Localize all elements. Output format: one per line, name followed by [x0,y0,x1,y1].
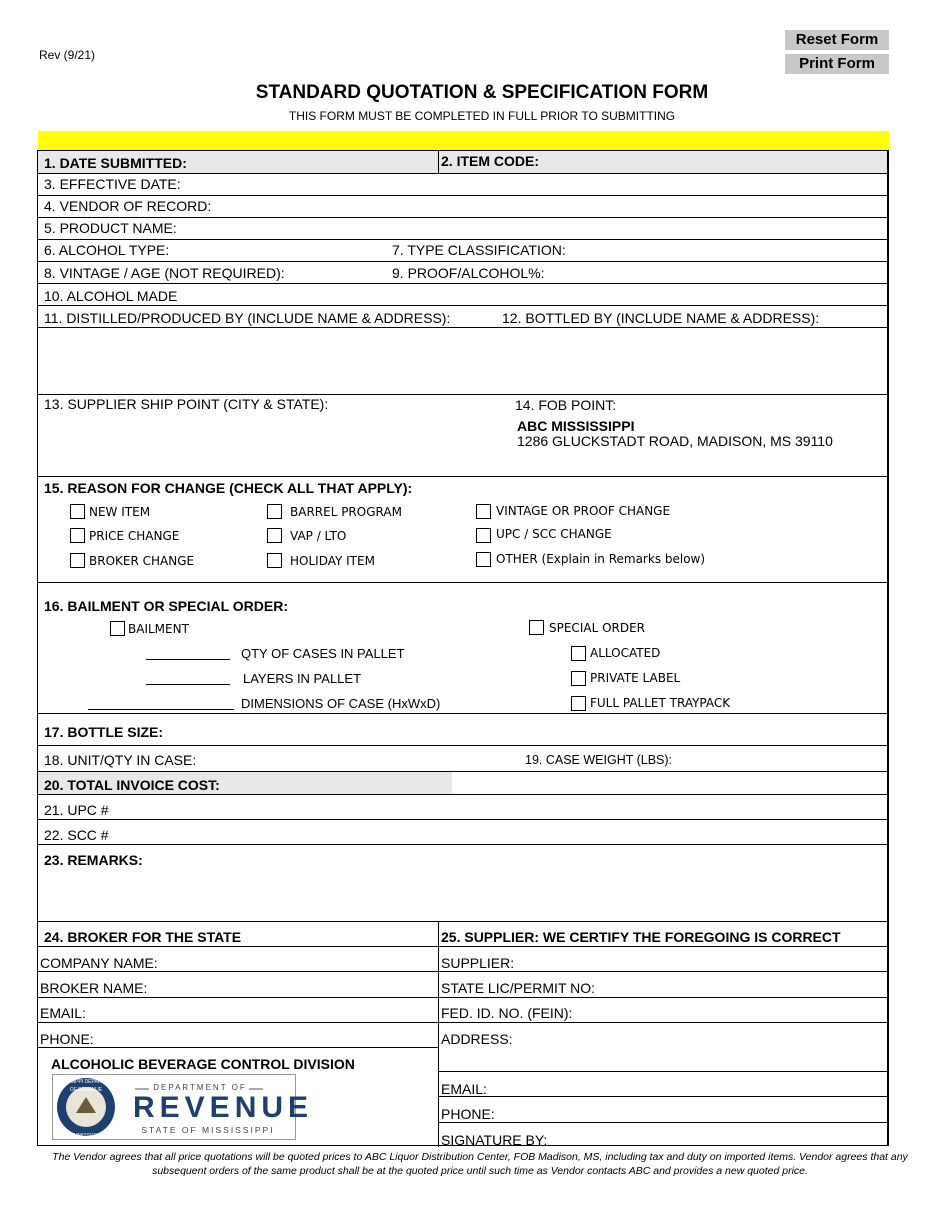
broker-change-label: BROKER CHANGE [89,554,195,568]
rule [38,217,888,218]
divider [438,921,439,1147]
state-text: STATE OF MISSISSIPPI [141,1125,275,1135]
rule [38,771,888,772]
vintage-age-label: 8. VINTAGE / AGE (NOT REQUIRED): [44,265,285,281]
fob-point-label: 14. FOB POINT: [515,397,617,413]
rule [38,173,888,174]
vendor-agreement-footer: The Vendor agrees that all price quotations will be quoted prices to ABC Liquor Distribution Center, FOB Madison, MS, including tax and duty on imported items. Vendor agrees that any subsequent orders of the same product shall be at the quoted price until such time as Vendor contacts ABC and provides a new quoted price. [52,1151,908,1177]
vap-lto-label: VAP / LTO [290,529,347,543]
rule [38,261,888,262]
scc-label: 22. SCC # [44,827,109,843]
supplier-ship-point-label: 13. SUPPLIER SHIP POINT (CITY & STATE): [44,396,329,412]
supplier-address-label: ADDRESS: [441,1031,513,1047]
rule [38,305,888,306]
rule [38,195,888,196]
signature-label: SIGNATURE BY: [441,1132,548,1148]
type-classification-label: 7. TYPE CLASSIFICATION: [392,242,566,258]
supplier-header: 25. SUPPLIER: WE CERTIFY THE FOREGOING IS CORRECT [441,929,841,945]
rule [38,476,888,477]
rule [38,921,888,922]
vintage-proof-label: VINTAGE OR PROOF CHANGE [496,504,671,518]
dept-of-text: DEPARTMENT OF [153,1083,247,1092]
revenue-text: REVENUE [133,1091,314,1124]
rule [438,1122,888,1123]
bottled-by-label: 12. BOTTLED BY (INCLUDE NAME & ADDRESS): [502,310,820,326]
print-form-button[interactable]: Print Form [785,54,889,74]
bailment-label: BAILMENT [128,622,189,636]
barrel-program-checkbox[interactable] [267,504,282,519]
reset-form-button[interactable]: Reset Form [785,30,889,50]
allocated-label: ALLOCATED [590,646,661,660]
seal-bottom-text: COMMISSIONER [66,1133,106,1139]
rule [38,971,888,972]
supplier-phone-label: PHONE: [441,1106,495,1122]
private-label-checkbox[interactable] [571,671,586,686]
holiday-item-checkbox[interactable] [267,553,282,568]
unit-qty-label: 18. UNIT/QTY IN CASE: [44,752,197,768]
company-name-label: COMPANY NAME: [40,955,158,971]
supplier-email-label: EMAIL: [441,1081,487,1097]
layers-label: LAYERS IN PALLET [243,671,362,686]
date-submitted-label: 1. DATE SUBMITTED: [44,155,187,171]
upc-scc-label: UPC / SCC CHANGE [496,527,612,541]
broker-change-checkbox[interactable] [70,553,85,568]
alcohol-type-label: 6. ALCOHOL TYPE: [44,242,170,258]
alcohol-made-label: 10. ALCOHOL MADE [44,288,178,304]
private-label-label: PRIVATE LABEL [590,671,681,685]
rule [38,844,888,845]
rule [38,394,888,395]
broker-header: 24. BROKER FOR THE STATE [44,929,242,945]
divider [438,151,439,173]
qty-cases-blank[interactable] [146,659,230,660]
seal-text [53,1075,119,1139]
form-title: STANDARD QUOTATION & SPECIFICATION FORM [255,82,709,103]
product-name-label: 5. PRODUCT NAME: [44,220,177,236]
rule [38,819,888,820]
full-pallet-checkbox[interactable] [571,696,586,711]
rule [438,1071,888,1072]
bailment-checkbox[interactable] [110,621,125,636]
special-order-label: SPECIAL ORDER [549,621,646,635]
form-subtitle: THIS FORM MUST BE COMPLETED IN FULL PRIOR TO SUBMITTING [288,109,676,123]
allocated-checkbox[interactable] [571,646,586,661]
dimensions-blank[interactable] [88,709,234,710]
proof-alcohol-label: 9. PROOF/ALCOHOL%: [392,265,545,281]
reason-for-change-label: 15. REASON FOR CHANGE (CHECK ALL THAT APPLY): [44,480,413,496]
seal-top-text: MISSISSIPPI DEPARTMENT OF REVENUE [53,1079,119,1093]
rule [38,713,888,714]
bottle-size-label: 17. BOTTLE SIZE: [44,724,164,740]
other-checkbox[interactable] [476,552,491,567]
full-pallet-label: FULL PALLET TRAYPACK [590,696,731,710]
bailment-special-order-label: 16. BAILMENT OR SPECIAL ORDER: [44,598,288,614]
remarks-label: 23. REMARKS: [44,852,143,868]
fob-address: 1286 GLUCKSTADT ROAD, MADISON, MS 39110 [517,433,833,449]
distilled-by-label: 11. DISTILLED/PRODUCED BY (INCLUDE NAME & ADDRESS): [44,310,451,326]
rule [38,1047,438,1048]
rule [38,997,888,998]
vendor-of-record-label: 4. VENDOR OF RECORD: [44,198,212,214]
upc-label: 21. UPC # [44,802,109,818]
upc-scc-checkbox[interactable] [476,528,491,543]
new-item-checkbox[interactable] [70,504,85,519]
item-code-label: 2. ITEM CODE: [441,153,540,169]
effective-date-label: 3. EFFECTIVE DATE: [44,176,181,192]
qty-cases-label: QTY OF CASES IN PALLET [241,646,405,661]
rule [438,1096,888,1097]
new-item-label: NEW ITEM [89,505,151,519]
price-change-checkbox[interactable] [70,528,85,543]
supplier-label: SUPPLIER: [441,955,515,971]
highlight-bar [38,131,889,150]
case-weight-label: 19. CASE WEIGHT (LBS): [525,753,673,767]
price-change-label: PRICE CHANGE [89,529,180,543]
barrel-program-label: BARREL PROGRAM [290,505,402,519]
revision-label: Rev (9/21) [39,48,96,62]
revenue-logo [52,1074,314,1140]
dimensions-label: DIMENSIONS OF CASE (HxWxD) [241,696,441,711]
vintage-proof-checkbox[interactable] [476,504,491,519]
holiday-item-label: HOLIDAY ITEM [290,554,375,568]
layers-blank[interactable] [146,684,230,685]
broker-phone-label: PHONE: [40,1031,94,1047]
fein-label: FED. ID. NO. (FEIN): [441,1005,573,1021]
fob-name: ABC MISSISSIPPI [517,418,635,434]
state-license-label: STATE LIC/PERMIT NO: [441,980,596,996]
total-invoice-label: 20. TOTAL INVOICE COST: [44,777,220,793]
rule [38,745,888,746]
abc-division-label: ALCOHOLIC BEVERAGE CONTROL DIVISION [51,1056,355,1072]
other-label: OTHER (Explain in Remarks below) [496,552,706,566]
vap-lto-checkbox[interactable] [267,528,282,543]
rule [38,1022,888,1023]
special-order-checkbox[interactable] [529,620,544,635]
rule [38,327,888,328]
broker-email-label: EMAIL: [40,1005,86,1021]
rule [38,582,888,583]
rule [38,946,888,947]
quotation-form [37,150,889,1146]
rule [38,794,888,795]
rule [38,239,888,240]
rule [38,283,888,284]
broker-name-label: BROKER NAME: [40,980,148,996]
